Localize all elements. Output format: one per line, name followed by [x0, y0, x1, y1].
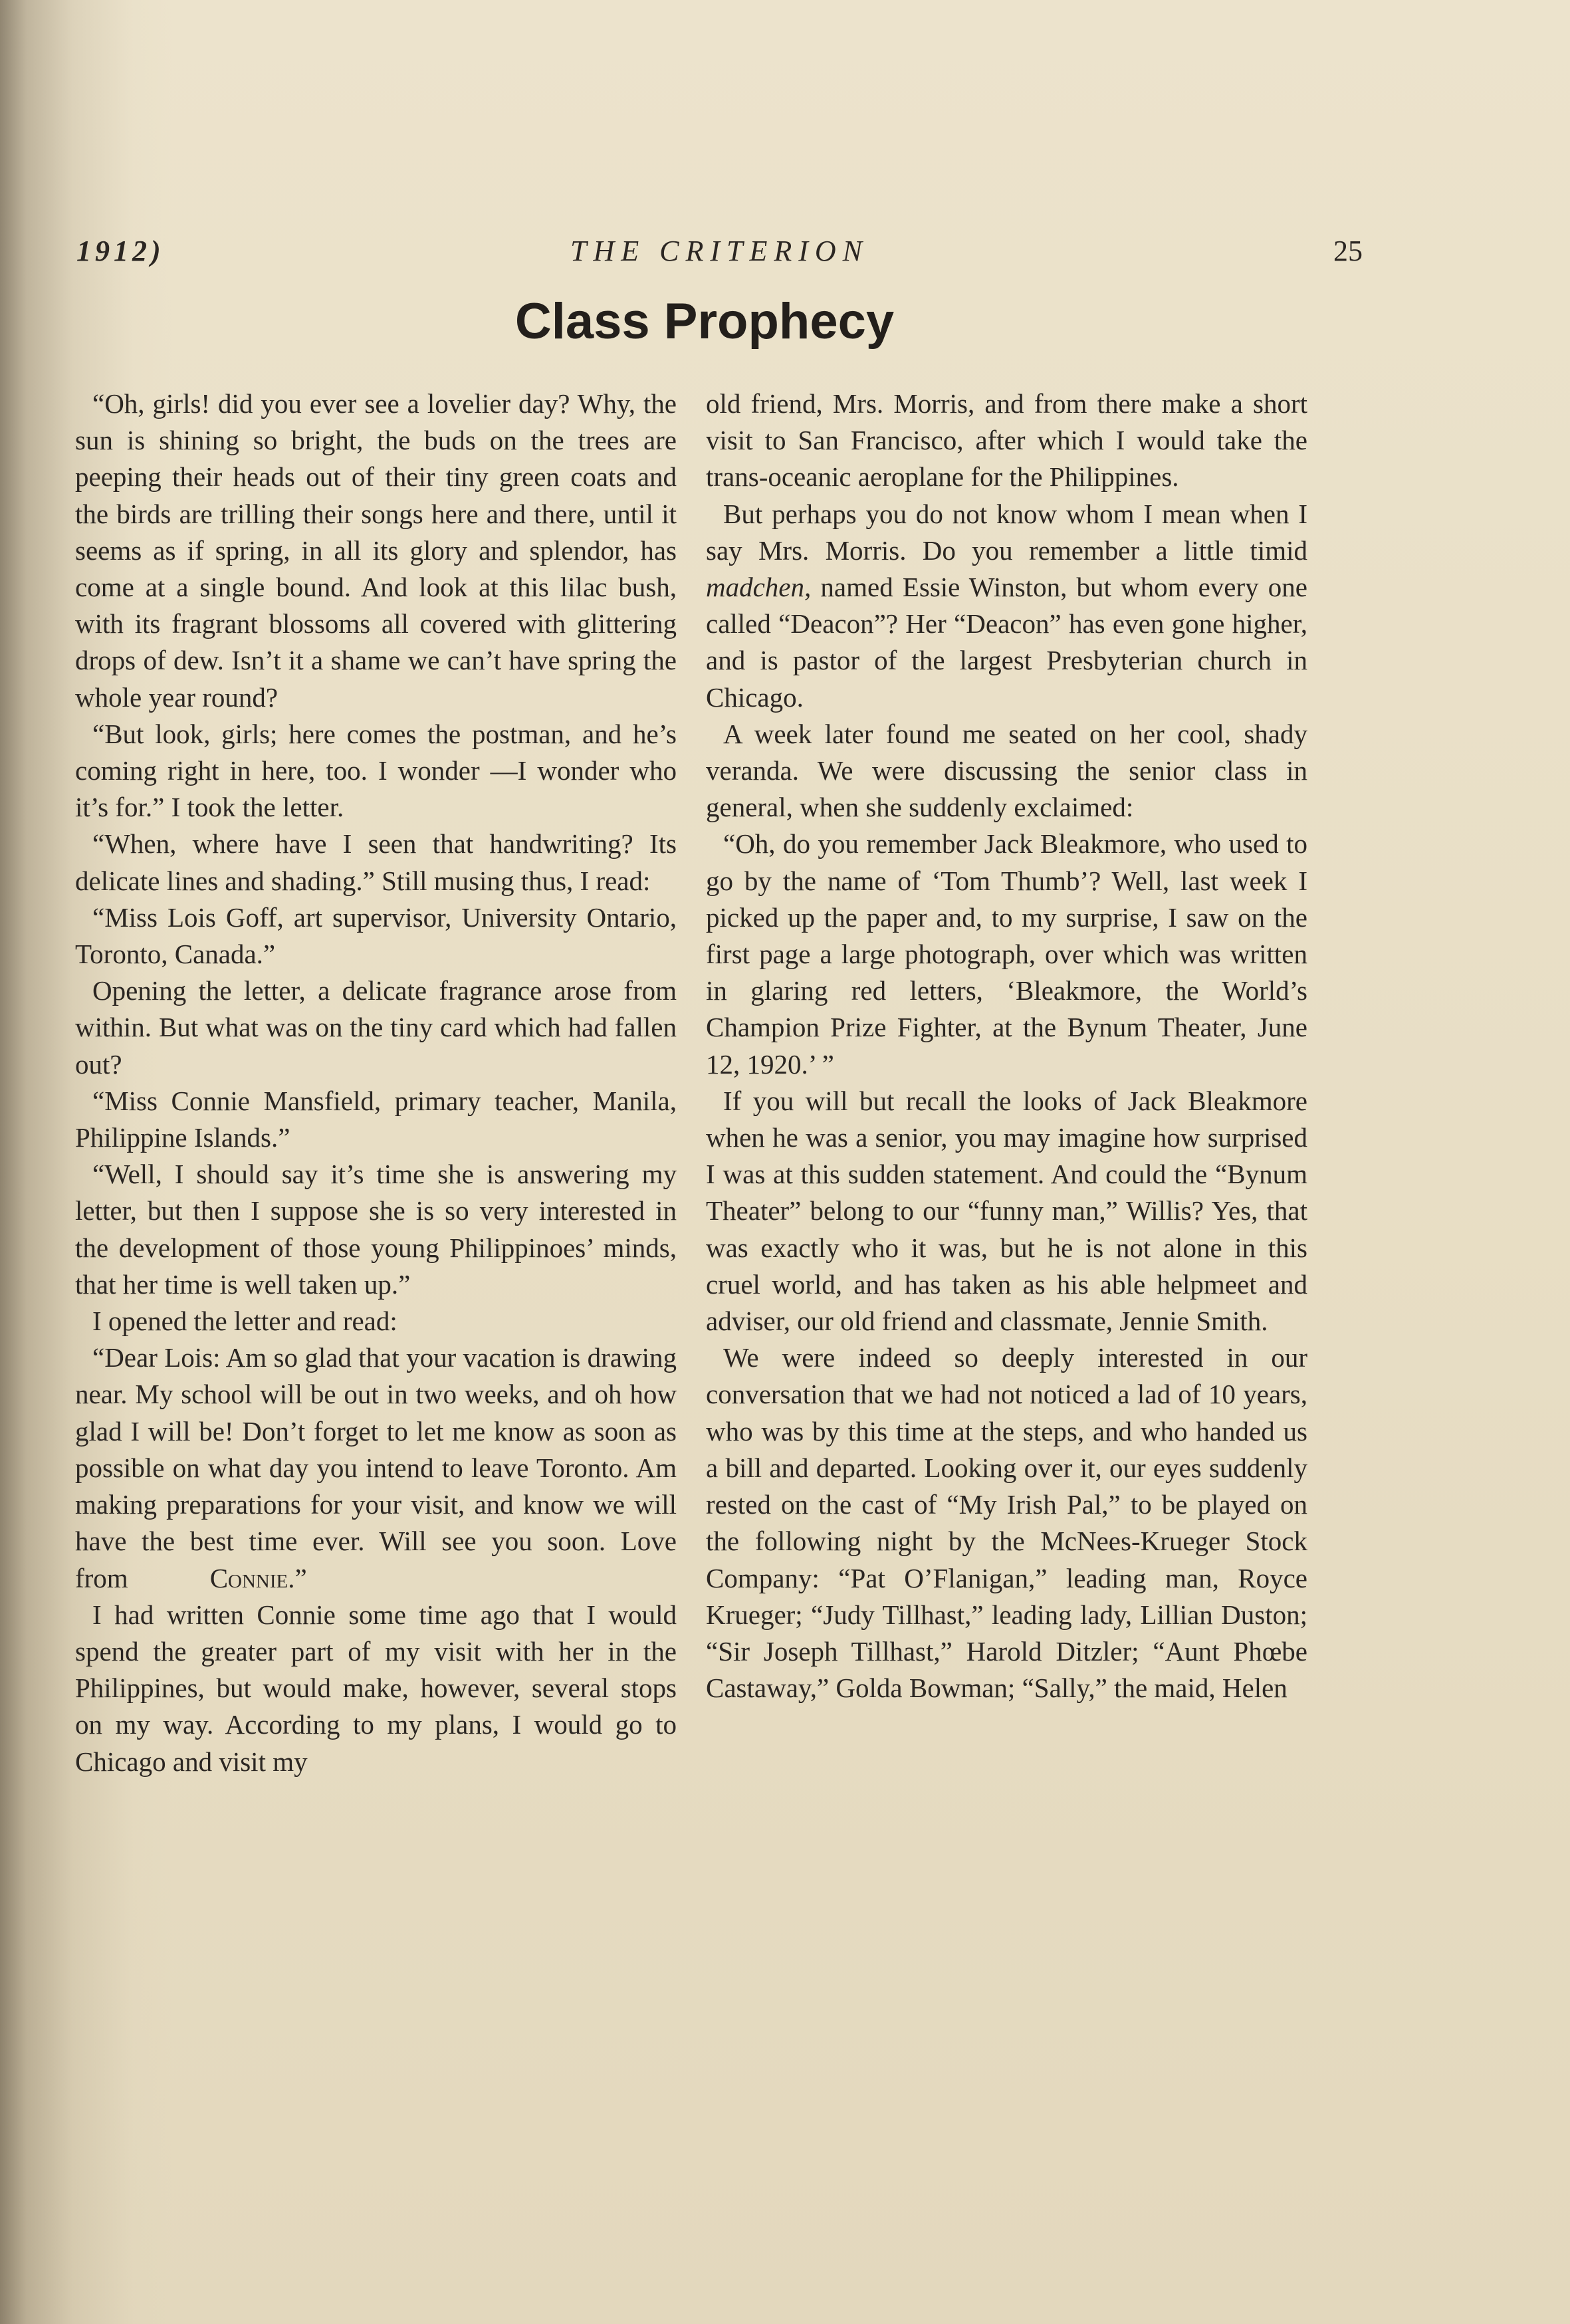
left-column — [75, 386, 677, 1780]
paragraph: We were indeed so deeply interested in our conversation that we had not noticed a lad of 10 years, who was by this time at the steps, and who handed us a bill and departed. Looking over it, our eyes suddenly rested on the cast of “My Irish Pal,” to be played on the following night by the McNees-Krueger Stock Company: “Pat O’Flanigan,” leading man, Royce Krueger; “Judy Tillhast,” leading lady, Lillian Duston; “Sir Joseph Tillhast,” Harold Ditzler; “Aunt Phœbe Castaway,” Golda Bowman; “Sally,” the maid, Helen — [706, 1342, 1307, 1704]
paragraph: If you will but recall the looks of Jack Bleakmore when he was a senior, you may imagine how surprised I was at this sudden statement. And could the “Bynum Theater” belong to our “funny man,” Willis? Yes, that was exactly who it was, but he is not alone in this cruel world, and has taken as his able helpmeet and adviser, our old friend and classmate, Jennie Smith. — [706, 1085, 1307, 1337]
running-head-publication: THE CRITERION — [570, 235, 869, 267]
paragraph: old friend, Mrs. Morris, and from there make a short visit to San Francisco, after which I would take the trans-oceanic aeroplane for the Philippines. — [706, 388, 1307, 493]
paragraph — [706, 496, 1307, 716]
letter-paragraph — [75, 1339, 677, 1596]
paragraph: I opened the letter and read: — [92, 1306, 397, 1337]
running-head — [76, 234, 1363, 274]
text-run: But perhaps you do not know whom I mean when I say Mrs. Morris. Do you remember a little timid — [706, 498, 1307, 566]
letter-body: “Dear Lois: Am so glad that your vacation is drawing near. My school will be out in two weeks, and oh how glad I will be! Don’t forget to let me know as soon as possible on what day you intend to leave Toronto. Am making preparations for your visit, and know we will have the best time ever. Will see you soon. Love from — [75, 1342, 677, 1593]
paragraph: A week later found me seated on her cool, shady veranda. We were discussing the senior class in general, when she suddenly exclaimed: — [706, 718, 1307, 823]
italic-word: madchen, — [706, 572, 812, 603]
right-column — [706, 386, 1307, 1706]
paragraph: “Oh, do you remember Jack Bleakmore, who used to go by the name of ‘Tom Thumb’? Well, last week I picked up the paper and, to my surprise, I saw on the first page a large photograph, over which was written in glaring red letters, ‘Bleakmore, the World’s Champion Prize Fighter, at the Bynum Theater, June 12, 1920.’ ” — [706, 828, 1307, 1080]
paragraph: “But look, girls; here comes the postman, and he’s coming right in here, too. I wonder —I wonder who it’s for.” I took the letter. — [75, 718, 677, 823]
page-number: 25 — [1333, 235, 1363, 267]
paragraph: “Miss Lois Goff, art supervisor, University Ontario, Toronto, Canada.” — [75, 901, 677, 970]
paragraph: Opening the letter, a delicate fragrance arose from within. But what was on the tiny card which had fallen out? — [75, 975, 677, 1080]
paragraph: “Miss Connie Mansfield, primary teacher, Manila, Philippine Islands.” — [75, 1085, 677, 1153]
article-title: Class Prophecy — [514, 293, 895, 350]
paragraph: “When, where have I seen that handwriting? Its delicate lines and shading.” Still musing thus, I read: — [75, 828, 677, 896]
letter-signature: Connie.” — [209, 1562, 307, 1593]
paragraph: “Oh, girls! did you ever see a lovelier day? Why, the sun is shining so bright, the buds on the trees are peeping their heads out of their tiny green coats and the birds are trilling their songs here and there, until it seems as if spring, in all its glory and splendor, has come at a single bound. And look at this lilac bush, with its fragrant blossoms all covered with glittering drops of dew. Isn’t it a shame we can’t have spring the whole year round? — [75, 388, 677, 713]
text-run: named Essie Winston, but whom every one called “Deacon”? Her “Deacon” has even gone higher, and is pastor of the largest Presbyterian church in Chicago. — [706, 572, 1307, 713]
running-head-year: 1912) — [76, 235, 165, 267]
paragraph: “Well, I should say it’s time she is answering my letter, but then I suppose she is so very interested in the development of those young Philippinoes’ minds, that her time is well taken up.” — [75, 1159, 677, 1300]
paragraph: I had written Connie some time ago that I would spend the greater part of my visit with her in the Philippines, but would make, however, several stops on my way. According to my plans, I would go to Chicago and visit my — [75, 1599, 677, 1777]
